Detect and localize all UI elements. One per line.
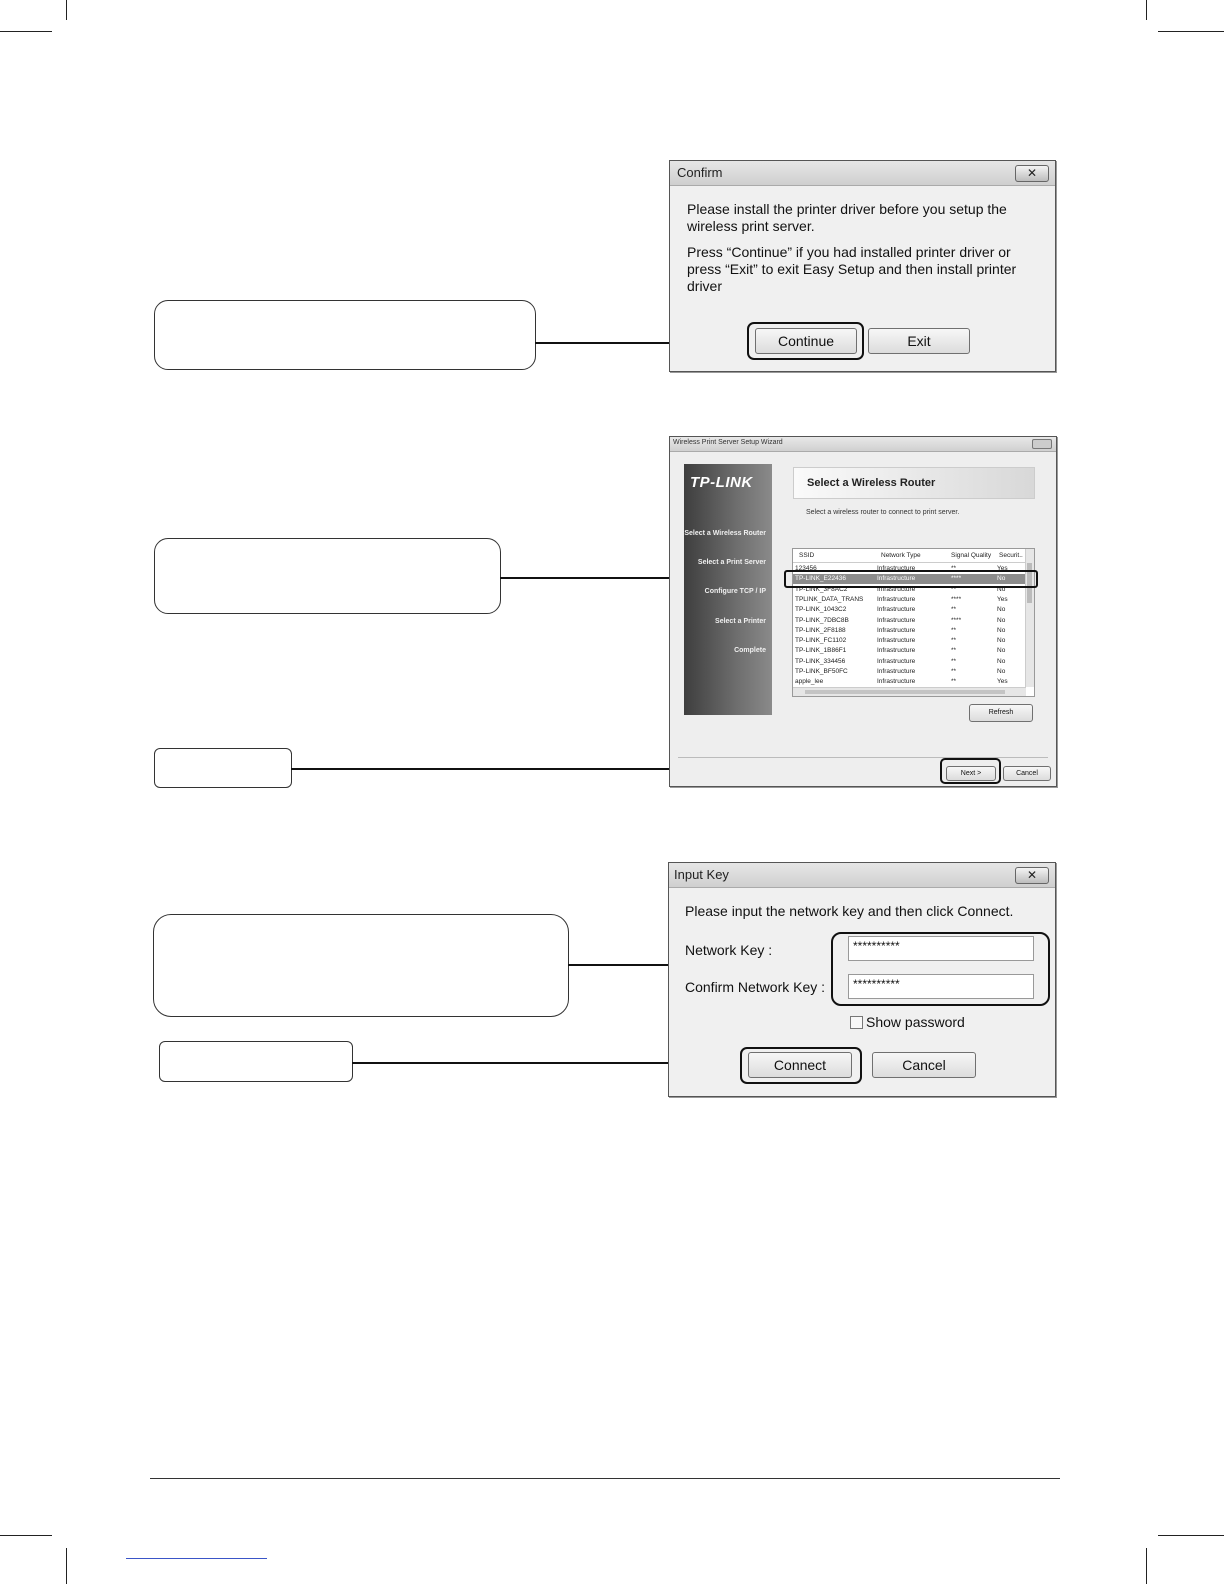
connect-button[interactable]: Connect — [748, 1052, 852, 1078]
close-icon[interactable]: ✕ — [1015, 165, 1049, 182]
confirm-title-bar — [670, 161, 1055, 186]
network-key-field[interactable]: ********** — [848, 936, 1034, 961]
confirm-message-2: Press “Continue” if you had installed printer driver or press “Exit” to exit Easy Setup and then install printer driver — [687, 244, 1017, 294]
row-signal: ** — [951, 626, 957, 634]
row-network-type: Infrastructure — [877, 668, 916, 675]
row-security: No — [997, 647, 1006, 655]
row-network-type: Infrastructure — [877, 626, 916, 634]
show-password-checkbox[interactable] — [850, 1016, 863, 1029]
row-signal: **** — [951, 575, 962, 583]
step-select-printer: Select a Printer — [715, 618, 766, 625]
crop-mark — [66, 1548, 67, 1584]
callout-box-connect — [159, 1041, 353, 1082]
row-ssid: TP-LINK_334456 — [795, 657, 846, 665]
row-network-type: Infrastructure — [877, 647, 916, 655]
wizard-sidebar — [684, 464, 772, 715]
hscroll-thumb[interactable] — [805, 690, 1005, 694]
row-signal: ** — [951, 678, 957, 686]
network-key-label: Network Key : — [685, 942, 773, 958]
row-security: Yes — [997, 678, 1008, 686]
row-network-type: Infrastructure — [877, 575, 916, 583]
show-password-label[interactable]: Show password — [866, 1014, 965, 1030]
row-security: No — [997, 668, 1006, 675]
inputkey-instruction: Please input the network key and then click Connect. — [685, 903, 1014, 919]
footer-link-underline — [126, 1558, 267, 1559]
refresh-button[interactable]: Refresh — [969, 704, 1033, 722]
step-configure-tcp-ip: Configure TCP / IP — [704, 588, 766, 595]
next-highlight — [940, 758, 1001, 784]
crop-mark — [1158, 31, 1224, 32]
table-row[interactable] — [793, 657, 1034, 667]
row-security: No — [997, 575, 1006, 583]
row-signal: ** — [951, 565, 957, 572]
crop-mark — [0, 1535, 52, 1536]
row-ssid: TP-LINK_7DBC8B — [795, 616, 849, 624]
row-signal: ** — [951, 585, 957, 593]
table-row[interactable] — [793, 595, 1034, 605]
row-ssid: apple_lee — [795, 678, 824, 686]
row-ssid: TP-LINK_1B86F1 — [795, 647, 847, 655]
row-security: No — [997, 626, 1006, 634]
close-icon[interactable] — [1032, 439, 1052, 449]
table-row[interactable] — [793, 667, 1034, 677]
row-signal: ** — [951, 637, 957, 645]
table-row[interactable] — [793, 677, 1034, 687]
network-key-highlight — [831, 932, 1050, 1006]
row-signal: ** — [951, 647, 957, 655]
row-network-type: Infrastructure — [877, 637, 916, 645]
row-security: No — [997, 657, 1006, 665]
row-network-type: Infrastructure — [877, 657, 916, 665]
table-row[interactable] — [793, 616, 1034, 626]
confirm-network-key-label: Confirm Network Key : — [685, 979, 826, 995]
col-network-type[interactable]: Network Type — [881, 552, 921, 559]
col-security[interactable]: Securit.. — [999, 552, 1023, 559]
row-network-type: Infrastructure — [877, 565, 916, 572]
inputkey-title-bar — [669, 863, 1055, 888]
row-signal: ** — [951, 668, 957, 675]
crop-mark — [66, 0, 67, 20]
wizard-subtitle: Select a wireless router to connect to print server. — [806, 509, 960, 516]
wizard-title: Wireless Print Server Setup Wizard — [673, 439, 783, 446]
row-ssid: TP-LINK_BF50FC — [795, 668, 848, 675]
row-ssid: TP-LINK_2F8188 — [795, 626, 846, 634]
row-ssid: TPLINK_DATA_TRANS — [795, 595, 864, 603]
crop-mark — [1158, 1535, 1224, 1536]
row-ssid: TP-LINK_1043C2 — [795, 606, 847, 614]
inputkey-title: Input Key — [674, 867, 729, 882]
callout-box-router — [154, 538, 501, 614]
row-network-type: Infrastructure — [877, 606, 916, 614]
row-security: Yes — [997, 595, 1008, 603]
confirm-network-key-field[interactable]: ********** — [848, 974, 1034, 999]
row-ssid: 123456 — [795, 565, 817, 572]
table-row[interactable] — [793, 646, 1034, 656]
col-ssid[interactable]: SSID — [799, 552, 815, 559]
row-ssid: TP-LINK_FC1102 — [795, 637, 847, 645]
wizard-heading-banner — [793, 467, 1035, 499]
continue-highlight — [747, 322, 864, 360]
wizard-title-bar — [670, 437, 1056, 452]
row-network-type: Infrastructure — [877, 585, 916, 593]
connect-highlight — [740, 1047, 862, 1084]
callout-box-next — [154, 748, 292, 788]
tp-link-logo: TP-LINK — [690, 474, 753, 491]
row-signal: ** — [951, 657, 957, 665]
row-network-type: Infrastructure — [877, 595, 916, 603]
crop-mark — [1146, 0, 1147, 20]
router-row-highlight — [784, 570, 1038, 588]
row-security: No — [997, 585, 1006, 593]
callout-box-network-key — [153, 914, 569, 1017]
row-signal: ** — [951, 606, 957, 614]
next-button[interactable]: Next > — [946, 766, 996, 781]
step-complete: Complete — [734, 647, 766, 654]
confirm-title: Confirm — [677, 165, 723, 180]
wizard-heading: Select a Wireless Router — [807, 477, 936, 489]
crop-mark — [1146, 1548, 1147, 1584]
close-icon[interactable]: ✕ — [1015, 867, 1049, 884]
table-row[interactable] — [793, 636, 1034, 646]
table-row[interactable] — [793, 605, 1034, 615]
callout-box-continue — [154, 300, 536, 370]
col-signal-quality[interactable]: Signal Quality — [951, 552, 992, 559]
exit-button[interactable]: Exit — [868, 328, 970, 354]
step-select-print-server: Select a Print Server — [697, 559, 766, 566]
step-select-router: Select a Wireless Router — [684, 530, 766, 537]
row-security: Yes — [997, 565, 1008, 572]
row-network-type: Infrastructure — [877, 678, 916, 686]
table-hscroll[interactable] — [793, 687, 1026, 696]
row-network-type: Infrastructure — [877, 616, 916, 624]
row-signal: **** — [951, 616, 962, 624]
row-security: No — [997, 606, 1006, 614]
continue-button[interactable]: Continue — [755, 328, 857, 354]
table-header — [793, 551, 1034, 563]
confirm-message-1: Please install the printer driver before you setup the wireless print server. — [687, 201, 1007, 234]
wizard-dialog — [669, 436, 1057, 787]
table-row[interactable] — [793, 626, 1034, 636]
row-ssid: TP-LINK_3F8AC2 — [795, 585, 848, 593]
row-signal: **** — [951, 595, 962, 603]
row-security: No — [997, 637, 1006, 645]
row-security: No — [997, 616, 1006, 624]
wizard-cancel-button[interactable]: Cancel — [1003, 766, 1051, 781]
crop-mark — [0, 31, 52, 32]
inputkey-cancel-button[interactable]: Cancel — [872, 1052, 976, 1078]
footer-rule — [150, 1478, 1060, 1479]
row-ssid: TP-LINK_E22436 — [795, 575, 846, 583]
